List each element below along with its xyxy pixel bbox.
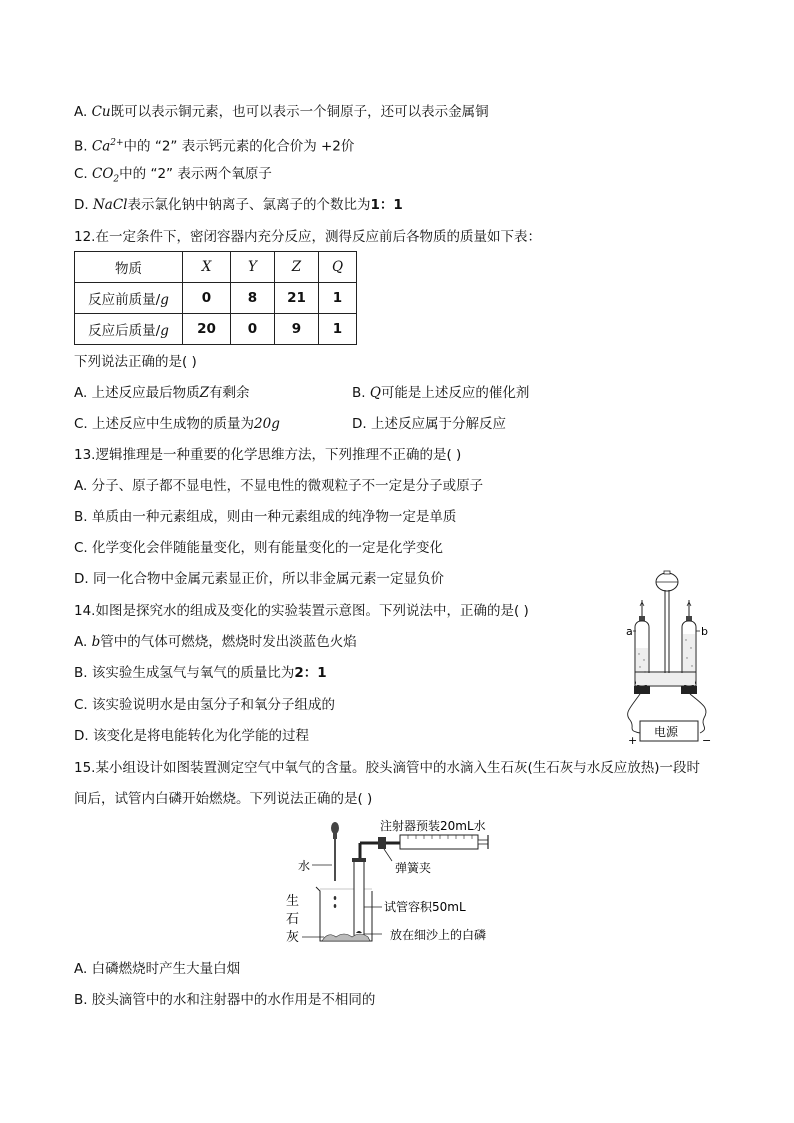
- table-cell: 1: [319, 283, 357, 314]
- q15-stem-line2: 间后，试管内白磷开始燃烧。下列说法正确的是( ): [74, 791, 373, 807]
- ca-charge: 2+: [110, 138, 124, 148]
- q12-prompt: 下列说法正确的是( ): [74, 354, 197, 370]
- minus-sign: −: [702, 734, 712, 747]
- water-label: 水: [298, 859, 311, 873]
- q12-option-a: A. 上述反应最后物质Z有剩余: [74, 385, 250, 401]
- q14-option-c: C. 该实验说明水是由氢分子和氧分子组成的: [74, 697, 336, 713]
- q15-option-b: B. 胶头滴管中的水和注射器中的水作用是不相同的: [74, 992, 376, 1008]
- table-row: [75, 283, 357, 314]
- table-cell: 0: [183, 283, 231, 314]
- syringe-label: 注射器预装20mL水: [380, 819, 486, 833]
- oxygen-measurement-apparatus-figure: [280, 813, 520, 953]
- table-cell: 1: [319, 314, 357, 345]
- cu-symbol: Cu: [91, 104, 111, 120]
- table-header-cell: Y: [231, 252, 275, 283]
- table-cell: 21: [275, 283, 319, 314]
- table-header-cell: 物质: [75, 252, 183, 283]
- tube-b-label: b: [701, 625, 708, 638]
- q11-option-d: D. NaCl表示氯化钠中钠离子、氯离子的个数比为1：1: [74, 197, 403, 213]
- lime-label-3: 灰: [286, 930, 300, 945]
- electrolysis-apparatus-figure: [620, 568, 725, 748]
- table-cell: 20: [183, 314, 231, 345]
- table-row: [75, 314, 357, 345]
- table-header-cell: Z: [275, 252, 319, 283]
- q12-option-d: D. 上述反应属于分解反应: [352, 416, 506, 432]
- ca-symbol: Ca: [91, 138, 111, 155]
- clip-label: 弹簧夹: [395, 861, 432, 875]
- power-supply-label: 电源: [654, 725, 679, 739]
- q15-option-a: A. 白磷燃烧时产生大量白烟: [74, 961, 241, 977]
- q13-option-a: A. 分子、原子都不显电性，不显电性的微观粒子不一定是分子或原子: [74, 478, 484, 494]
- q13-stem: 13.逻辑推理是一种重要的化学思维方法，下列推理不正确的是( ): [74, 447, 462, 463]
- q12-mass-table: [74, 251, 357, 345]
- table-row-label: 反应后质量/g: [75, 314, 183, 345]
- q15-stem-line1: 15.某小组设计如图装置测定空气中氧气的含量。胶头滴管中的水滴入生石灰(生石灰与水反应放热)一段时: [74, 760, 701, 776]
- q14-option-a: A. b管中的气体可燃烧，燃烧时发出淡蓝色火焰: [74, 634, 357, 650]
- q14-option-b: B. 该实验生成氢气与氧气的质量比为2：1: [74, 665, 327, 681]
- plus-sign: +: [628, 734, 638, 747]
- table-row-label: 反应前质量/g: [75, 283, 183, 314]
- q14-stem: 14.如图是探究水的组成及变化的实验装置示意图。下列说法中，正确的是( ): [74, 603, 529, 619]
- tube-volume-label: 试管容积50mL: [384, 900, 466, 914]
- lime-label-1: 生: [286, 894, 300, 909]
- table-cell: 0: [231, 314, 275, 345]
- q14-option-d: D. 该变化是将电能转化为化学能的过程: [74, 728, 309, 744]
- table-header-cell: Q: [319, 252, 357, 283]
- q12-stem: 12.在一定条件下，密闭容器内充分反应，测得反应前后各物质的质量如下表：: [74, 229, 541, 245]
- table-cell: 8: [231, 283, 275, 314]
- q11-option-a: A. Cu既可以表示铜元素，也可以表示一个铜原子，还可以表示金属铜: [74, 104, 489, 120]
- table-cell: 9: [275, 314, 319, 345]
- nacl-symbol: NaCl: [92, 197, 128, 213]
- table-row: [75, 252, 357, 283]
- q11-option-b: B. $Ca^{2+}$中的 “2” 表示钙元素的化合价为 +2价: [74, 138, 355, 155]
- q12-option-c: C. 上述反应中生成物的质量为20g: [74, 416, 280, 432]
- q13-option-d: D. 同一化合物中金属元素显正价，所以非金属元素一定显负价: [74, 571, 444, 587]
- phosphorus-label: 放在细沙上的白磷: [390, 928, 487, 942]
- q11-option-c: C. $CO_2$中的 “2” 表示两个氧原子: [74, 166, 272, 185]
- lime-label-2: 石: [286, 912, 300, 927]
- co2-symbol: CO: [92, 166, 114, 182]
- q13-option-c: C. 化学变化会伴随能量变化，则有能量变化的一定是化学变化: [74, 540, 444, 556]
- q12-option-b: B. Q可能是上述反应的催化剂: [352, 385, 530, 401]
- q13-option-b: B. 单质由一种元素组成，则由一种元素组成的纯净物一定是单质: [74, 509, 457, 525]
- tube-a-label: a: [626, 625, 633, 638]
- table-header-cell: X: [183, 252, 231, 283]
